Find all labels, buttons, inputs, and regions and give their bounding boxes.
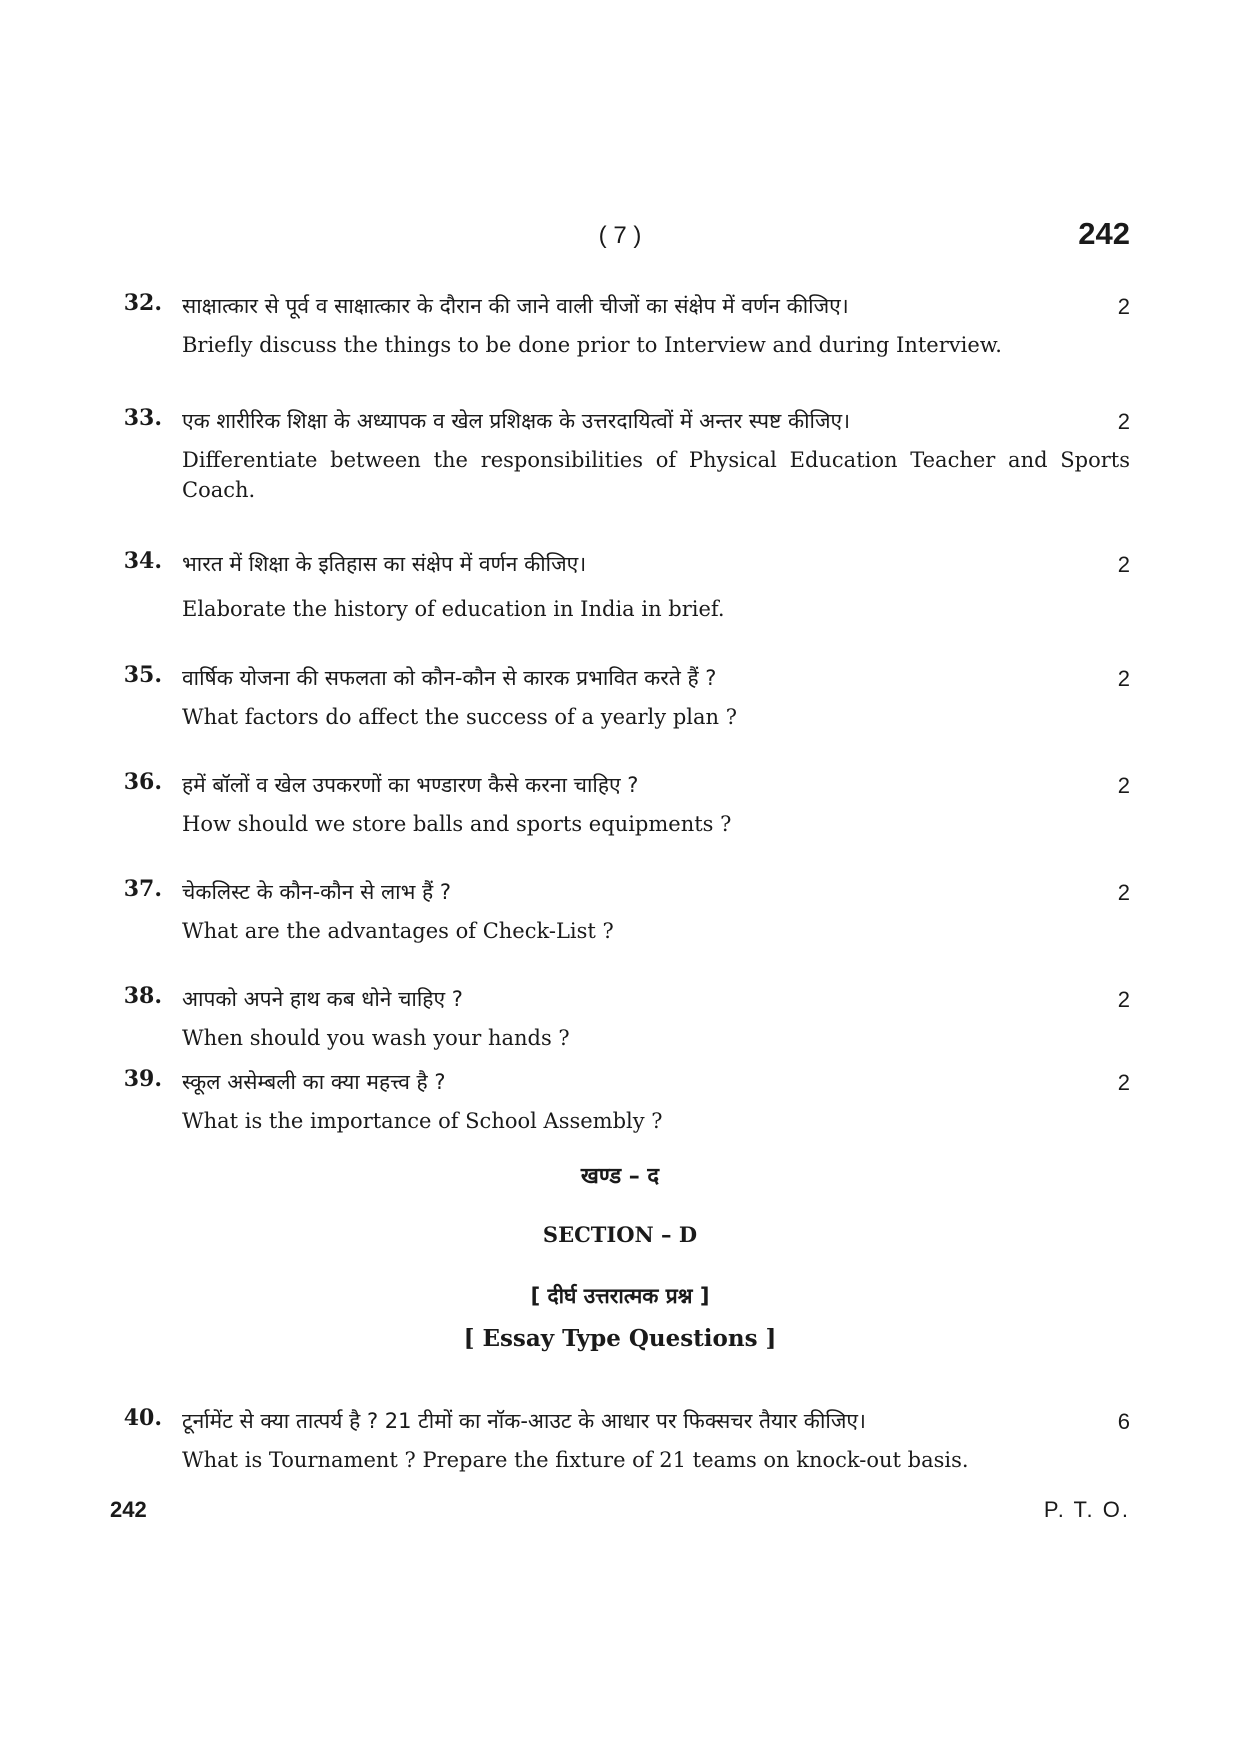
section-heading-hindi: खण्ड – द	[580, 1164, 660, 1189]
question-text-english: What is Tournament ? Prepare the fixture of 21 teams on knock-out basis.	[182, 1448, 969, 1472]
question-number: 37.	[123, 876, 162, 902]
question-text-hindi: हमें बॉलों व खेल उपकरणों का भण्डारण कैसे करना चाहिए ?	[182, 773, 639, 797]
question-marks: 2	[1117, 552, 1130, 577]
question-marks: 6	[1117, 1409, 1130, 1434]
question-text-hindi: टूर्नामेंट से क्या तात्पर्य है ? 21 टीमों का नॉक-आउट के आधार पर फिक्सचर तैयार कीजिए।	[182, 1409, 866, 1433]
question-text-hindi: आपको अपने हाथ कब धोने चाहिए ?	[182, 987, 463, 1011]
question-text-english: How should we store balls and sports equipments ?	[182, 812, 732, 836]
question-number: 32.	[123, 290, 162, 316]
question-text-english: What are the advantages of Check-List ?	[182, 919, 614, 943]
page-number: ( 7 )	[598, 222, 642, 249]
paper-code-footer: 242	[110, 1497, 147, 1522]
question-marks: 2	[1117, 773, 1130, 798]
question-number: 34.	[123, 548, 162, 574]
question-type: [ Essay Type Questions ]	[463, 1325, 777, 1352]
question-text-hindi: एक शारीरिक शिक्षा के अध्यापक व खेल प्रशिक्षक के उत्तरदायित्वों में अन्तर स्पष्ट कीजिए।	[182, 409, 851, 433]
question-number: 38.	[123, 983, 162, 1009]
question-number: 40.	[123, 1405, 162, 1431]
question-text-english: What is the importance of School Assembly ?	[182, 1109, 663, 1133]
question-marks: 2	[1117, 1070, 1130, 1095]
question-text-english: When should you wash your hands ?	[182, 1026, 570, 1050]
question-type-hindi: [ दीर्घ उत्तरात्मक प्रश्न ]	[530, 1284, 710, 1308]
section-heading: SECTION – D	[542, 1222, 698, 1247]
question-text-english: Elaborate the history of education in India in brief.	[182, 597, 725, 621]
question-marks: 2	[1117, 987, 1130, 1012]
question-number: 33.	[123, 405, 162, 431]
question-marks: 2	[1117, 409, 1130, 434]
question-marks: 2	[1117, 666, 1130, 691]
question-number: 35.	[123, 662, 162, 688]
question-text-english: What factors do affect the success of a yearly plan ?	[182, 705, 737, 729]
question-text-hindi: साक्षात्कार से पूर्व व साक्षात्कार के दौरान की जाने वाली चीजों का संक्षेप में वर्णन कीजिए।	[182, 294, 849, 318]
question-marks: 2	[1117, 294, 1130, 319]
question-text-english: Briefly discuss the things to be done prior to Interview and during Interview.	[182, 333, 1002, 357]
question-text-hindi: भारत में शिक्षा के इतिहास का संक्षेप में वर्णन कीजिए।	[182, 552, 587, 576]
question-text-hindi: चेकलिस्ट के कौन-कौन से लाभ हैं ?	[182, 880, 452, 904]
paper-code-header: 242	[1078, 216, 1130, 251]
question-number: 39.	[123, 1066, 162, 1092]
pto-label: P. T. O.	[1043, 1497, 1130, 1522]
question-text-hindi: स्कूल असेम्बली का क्या महत्त्व है ?	[182, 1070, 446, 1094]
question-text-hindi: वार्षिक योजना की सफलता को कौन-कौन से कारक प्रभावित करते हैं ?	[182, 666, 717, 690]
question-text-english: Differentiate between the responsibilities of Physical Education Teacher and Sports Coach.	[182, 448, 1130, 502]
question-number: 36.	[123, 769, 162, 795]
question-marks: 2	[1117, 880, 1130, 905]
